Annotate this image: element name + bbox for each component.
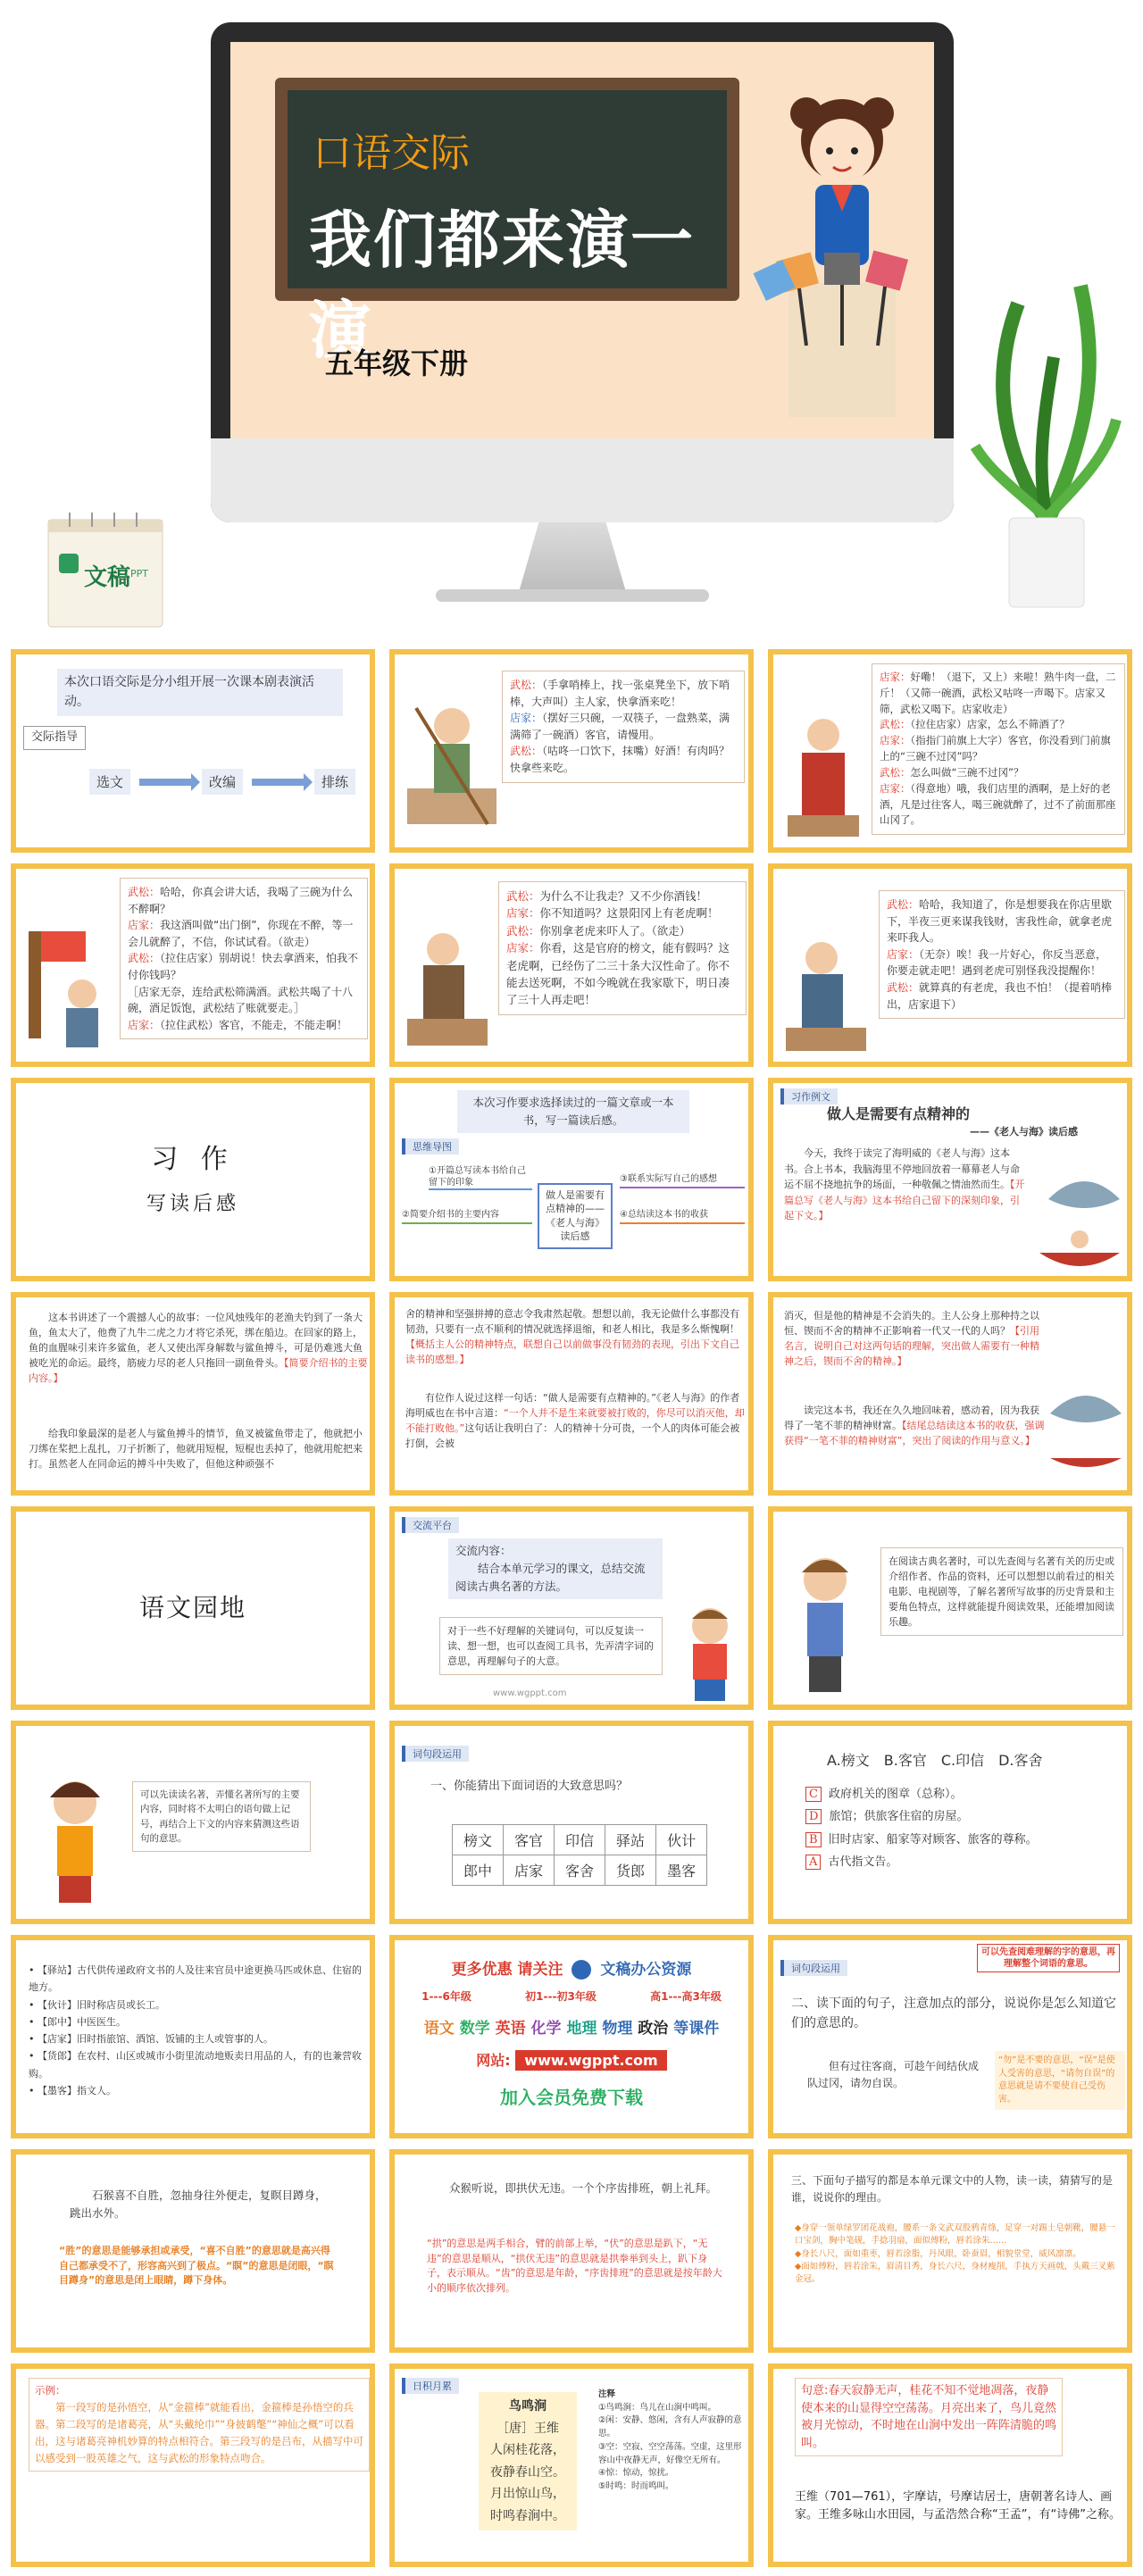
- hero-cover: [0, 0, 1143, 643]
- s1-flow: [89, 769, 355, 795]
- slide-21: [768, 1935, 1132, 2138]
- slide-24: [768, 2149, 1132, 2353]
- cover-screen: [230, 42, 934, 438]
- potted-plant-illustration: [964, 268, 1125, 625]
- slide-3: [768, 649, 1132, 853]
- s5-dialog: 武松：为什么不让我走？又不少你酒钱！ 店家：你不知道吗？这景阳冈上有老虎啊！ 武松：你别拿老虎来吓人了。（欲走） 店家：你看，这是官府的榜文，能有假吗？这老虎啊，已经伤了二三十条大汉性命了。你不能去送死啊，不如今晚就在我家歇下，明日凑了三十人再走吧！: [498, 881, 747, 1015]
- s9-title: 做人是需要有点精神的: [827, 1105, 971, 1122]
- s22-text: 石猴喜不自胜，忽抽身往外便走，复瞑目蹲身，跳出水外。: [70, 2188, 327, 2220]
- s8-right1: ③联系实际写自己的感想: [620, 1172, 745, 1188]
- s9-tag: 习作例文: [780, 1088, 838, 1105]
- s4-dialog: 武松：哈哈，你真会讲大话，我喝了三碗为什么不醉啊？ 店家：我这酒叫做“出门倒”，你现在不醉，等一会儿就醉了，不信，你试试看。（欲走） 武松：（拉住店家）别胡说！快去拿酒来，怕我不付你钱吗？ ［店家无奈，连给武松筛满酒。武松共喝了十八碗，酒足饭饱，武松结了账就要走。］ 店家：（拉住武松）客官，不能走，不能走啊！: [120, 878, 368, 1039]
- s14-tag: 交流平台: [402, 1517, 459, 1533]
- flow-arrow-icon: [252, 779, 305, 786]
- s26-poem: 鸟鸣涧 ［唐］王维 人闲桂花落， 夜静春山空。 月出惊山鸟， 时鸣春涧中。: [479, 2392, 577, 2530]
- slide-4: [11, 863, 375, 1067]
- s15-bubble: 在阅读古典名著时，可以先查阅与名著有关的历史或介绍作者、作品的资料，还可以想想以前看过的相关电影、电视剧等，了解名著所写故事的历史背景和主要角色特点，这样就能提升阅读效果，还能增加阅读乐趣。: [880, 1547, 1123, 1636]
- s8-center: 做人是需要有点精神的——《老人与海》读后感: [538, 1183, 613, 1249]
- slide-17: [389, 1721, 754, 1924]
- s19-list: • 【驿站】古代供传递政府文书的人及往来官员中途更换马匹或休息、住宿的地方。 • 【伙计】旧时称店员或长工。 • 【郎中】中医医生。 • 【店家】旧时指旅馆、酒馆、饭铺的主人或管事的人。 • 【货郎】在农村、山区或城市小街里流动地贩卖日用品的人，有的也兼营收购。 • 【墨客】指文人。: [29, 1964, 362, 2097]
- promo-cta[interactable]: 加入会员免费下载: [500, 2087, 643, 2108]
- flow-step-1: 选文: [89, 769, 130, 795]
- girl-speaker-illustration: [753, 78, 931, 435]
- slide-12: [768, 1292, 1132, 1496]
- marlin-boat-illustration: [1030, 1163, 1129, 1280]
- slide-15: [768, 1506, 1132, 1710]
- slide-27: [768, 2363, 1132, 2567]
- s10-note: 【简要介绍书的主要内容。】: [29, 1357, 368, 1385]
- s21-tag: 词句段运用: [780, 1960, 847, 1976]
- slide-16: [11, 1721, 375, 1924]
- slide-22: [11, 2149, 375, 2353]
- s1-tag: 交际指导: [23, 726, 86, 750]
- monitor-chin: [211, 438, 954, 522]
- logo-ppt: PPT: [130, 568, 148, 579]
- boy-thinking-illustration: [780, 1547, 870, 1699]
- s10-body2: 给我印象最深的是老人与鲨鱼搏斗的情节，鱼叉被鲨鱼带走了，他就把小刀绑在桨把上乱扎，刀子折断了，他就用短棍，短棍也丢掉了，他就用舵把来打。虽然老人在同命运的搏斗中失败了，但他这种顽强不: [29, 1428, 363, 1471]
- s21-bubble: 可以先查阅难理解的字的意思，再理解整个词语的意思。: [977, 1944, 1120, 1972]
- slide-25: [11, 2363, 375, 2567]
- s8-left1: ①开篇总写读本书给自己留下的印象: [429, 1165, 532, 1190]
- s6-dialog: 武松：哈哈，我知道了，你是想要我在你店里歇下，半夜三更来谋我钱财，害我性命，就拿老虎来吓我人。 店家：（无奈）唉！我一片好心，你反当恶意，你要走就走吧！遇到老虎可别怪我没提醒你！ 武松：就算真的有老虎，我也不怕！（提着哨棒出，店家退下）: [879, 890, 1125, 1019]
- s17-word-table: 榜文 客官 印信 驿站 伙计 郎中 店家 客舍 货郎 墨客: [452, 1824, 707, 1886]
- innkeeper-warning-illustration: [777, 931, 875, 1056]
- slide-5: [389, 863, 754, 1067]
- promo-row-1: 更多优惠 请关注 文稿办公资源: [451, 1961, 692, 1979]
- flow-arrow-icon: [139, 779, 193, 786]
- s7-subtitle: 写读后感: [146, 1193, 239, 1215]
- flow-step-3: 排练: [314, 769, 355, 795]
- s21-sentence: 但有过往客商，可趁午间结伙成队过冈，请勿自误。: [807, 2060, 980, 2090]
- cover-grade: 五年级下册: [325, 346, 469, 380]
- s23-text: 众猴听说，即拱伏无违。一个个序齿排班，朝上礼拜。: [449, 2181, 718, 2195]
- s14-bubble: 对于一些不好理解的关键词句，可以反复读一读、想一想，也可以查阅工具书，先弄清字词的意思，再理解句子的大意。: [439, 1617, 663, 1675]
- s27-author-info: 王维（701—761），字摩诘，号摩诘居士，唐朝著名诗人、画家。王维多咏山水田园，与孟浩然合称“王孟”，有“诗佛”之称。: [795, 2490, 1121, 2522]
- calendar-logo: [43, 500, 168, 634]
- monitor-stand: [505, 522, 639, 592]
- s18-answers: C 政府机关的图章（总称）。 D 旅馆；供旅客住宿的房屋。 B 旧时店家、船家等对顾客、旅客的尊称。 A 古代指文告。: [805, 1783, 1127, 1873]
- slide-9: [768, 1078, 1132, 1281]
- s16-bubble: 可以先读读名著，弄懂名著所写的主要内容，同时将不太明白的语句做上记号，再结合上下文的内容来猜测这些语句的意思。: [132, 1781, 311, 1852]
- s9-note: 【开篇总写《老人与海》这本书给自己留下的深刻印象，引起下文。】: [784, 1179, 1025, 1222]
- promo-site[interactable]: 网站: www.wgppt.com: [395, 2049, 748, 2070]
- s17-tag: 词句段运用: [402, 1746, 469, 1762]
- s3-dialog: 店家：好嘞！（退下，又上）来啦！熟牛肉一盘，二斤！（又筛一碗酒，武松又咕咚一声喝下。店家又筛，武松又喝下。店家收走） 武松：（拉住店家）店家，怎么不筛酒了？ 店家：（指指门前旗上大字）客官，你没看到门前旗上的“三碗不过冈”吗？ 武松：怎么叫做“三碗不过冈”？ 店家：（得意地）哦，我们店里的酒啊，是上好的老酒，凡是过往客人，喝三碗就醉了，过不了前面那座山冈了。: [872, 663, 1125, 835]
- cover-subtitle: 口语交际: [313, 130, 470, 176]
- slide-14: [389, 1506, 754, 1710]
- s24-items: ◆身穿一领单绿罗团花战袍，腰系一条文武双股鸦青绦，足穿一对踢土皂朝靴，腰悬一口宝剑，胸中笔砚，手捻羽扇，面似傅粉，唇若涂朱…… ◆身长八尺，面如重枣，唇若涂脂，丹凤眼，卧蚕眉，相貌堂堂，威风凛凛。 ◆面如傅粉，唇若涂朱，眉清目秀，身长六尺，身材瘦削，手执方天画戟，头戴三叉紫金冠。: [795, 2223, 1115, 2284]
- slide-7: [11, 1078, 375, 1281]
- logo-text: 文稿: [84, 564, 131, 591]
- innkeeper-illustration: [779, 708, 868, 842]
- slide-18: [768, 1721, 1132, 1924]
- slide-1: [11, 649, 375, 853]
- wusong-illustration: [398, 690, 505, 842]
- wusong-drinking-illustration: [398, 922, 496, 1056]
- s8-right2: ④总结读这本书的收获: [620, 1208, 745, 1224]
- s7-title: 习 作: [151, 1144, 235, 1175]
- s14-content-box: [448, 1538, 663, 1599]
- marlin-illustration: [1041, 1369, 1130, 1476]
- s21-note: “勿”是不要的意思，“误”是使人受害的意思，“请勿自误”的意思就是请不要使自己受伤害。: [995, 2051, 1125, 2110]
- s22-note: “胜”的意思是能够承担或承受，“喜不自胜”的意思就是高兴得自己都承受不了，形容高兴到了极点。“瞑”的意思是闭眼，“瞑目蹲身”的意思是闭上眼睛，蹲下身体。: [59, 2245, 334, 2286]
- s2-dialog: 武松：（手拿哨棒上，找一张桌凳坐下，放下哨棒，大声叫）主人家，快拿酒来吃！ 店家：（摆好三只碗，一双筷子，一盘熟菜，满满筛了一碗酒）客官，请慢用。 武松：（咕咚一口饮下，抹嘴）好酒！有肉吗？快拿些来吃。: [502, 671, 745, 783]
- s17-question: 一、你能猜出下面词语的大致意思吗？: [430, 1780, 629, 1793]
- s11-body: 舍的精神和坚强拼搏的意志令我肃然起敬。想想以前，我无论做什么事都没有韧劲，只要有一点不顺利的情况就选择退缩，和老人相比，我是多么惭愧啊！【概括主人公的精神特点，联想自己以前做事没有韧劲的表现，引出下文自己读书的感想。】: [405, 1308, 739, 1366]
- s21-question: 二、读下面的句子，注意加点的部分，说说你是怎么知道它们的意思的。: [791, 1997, 1116, 2031]
- s9-body: 今天，我终于读完了海明威的《老人与海》这本书。合上书本，我脑海里不停地回放着一幕幕老人与命运不屈不挠地抗争的场面，一种敬佩之情油然而生。【开篇总写《老人与海》这本书给自己留下的深刻印象，引起下文。】: [784, 1147, 1025, 1222]
- boy-reader-illustration: [670, 1601, 750, 1708]
- s24-text: 三、下面句子描写的都是本单元课文中的人物，读一读，猜猜写的是谁，说说你的理由。: [791, 2174, 1114, 2205]
- s11-note: 【概括主人公的精神特点，联想自己以前做事没有韧劲的表现，引出下文自己读书的感想。】: [405, 1338, 739, 1366]
- s8-intro: 本次习作要求选择读过的一篇文章或一本书，写一篇读后感。: [457, 1090, 689, 1133]
- tavern-scene-illustration: [20, 913, 118, 1056]
- promo-subjects: 语文 数学 英语 化学 地理 物理 政治 等课件: [423, 2020, 720, 2038]
- s23-note: “拱”的意思是两手相合，臂的前部上举，“伏”的意思是趴下，“无违”的意思是顺从，“拱伏无违”的意思就是拱拳举到头上，趴下身子，表示顺从。“齿”的意思是年龄，“序齿排班”的意思就是按年龄大小的顺序依次排列。: [427, 2238, 722, 2294]
- slide-8: [389, 1078, 754, 1281]
- slide-26: [389, 2363, 754, 2567]
- s10-body: 这本书讲述了一个震撼人心的故事：一位风烛残年的老渔夫钓到了一条大鱼，鱼太大了，他费了九牛二虎之力才将它杀死，绑在船边。在回家的路上，鱼的血腥味引来许多鲨鱼，老人又使出浑身解数与鲨鱼搏斗，可是仍难逃大鱼被吃光的命运。最终，筋疲力尽的老人只拖回一副鱼骨头。【简要介绍书的主要内容。】: [29, 1312, 368, 1385]
- s14-content: 结合本单元学习的课文，总结交流阅读古典名著的方法。: [455, 1562, 646, 1593]
- s26-tag: 日积月累: [402, 2378, 459, 2394]
- s18-options: A.榜文 B.客官 C.印信 D.客舍: [827, 1752, 1043, 1769]
- s12-note: 【引用名言，说明自己对这两句话的理解，突出做人需要有一种精神之后，锲而不舍的精神。】: [784, 1325, 1039, 1368]
- slide-11: [389, 1292, 754, 1496]
- s9-byline: ——《老人与海》读后感: [970, 1126, 1078, 1138]
- brand-logo-icon: [572, 1960, 591, 1980]
- s1-intro: 本次口语交际是分小组开展一次课本剧表演活动。: [57, 669, 343, 716]
- slide-19: [11, 1935, 375, 2138]
- slide-20-promo: [389, 1935, 754, 2138]
- s11-quote: “一个人并不是生来就要被打败的，你尽可以消灭他，却不能打败他。”: [405, 1407, 745, 1435]
- s14-url: www.wgppt.com: [493, 1688, 567, 1698]
- slide-10: [11, 1292, 375, 1496]
- s12-body2: 读完这本书，我还在久久地回味着，感动着，因为我获得了一笔不菲的精神财富。【结尾总结读这本书的收获，强调获得“一笔不菲的精神财富”，突出了阅读的作用与意义。】: [784, 1405, 1045, 1447]
- s12-body: 消灭，但是他的精神是不会消失的。主人公身上那种持之以恒、锲而不舍的精神不正影响着一代又一代的人吗？【引用名言，说明自己对这两句话的理解，突出做人需要有一种精神之后，锲而不舍的精神。】: [784, 1310, 1039, 1368]
- slide-13: [11, 1506, 375, 1710]
- s8-left2: ②简要介绍书的主要内容: [402, 1208, 532, 1224]
- s25-example: 示例： 第一段写的是孙悟空，从“金箍棒”就能看出，金箍棒是孙悟空的兵器。第二段写的是诸葛亮，从“头戴纶巾”“身披鹤氅”“神仙之概”可以看出，这与诸葛亮神机妙算的特点相符合。第三段写的是吕布，从描写中可以感受到一股英雄之气，这与武松的形象特点吻合。: [29, 2378, 370, 2472]
- s12-note2: 【结尾总结读这本书的收获，强调获得“一笔不菲的精神财富”，突出了阅读的作用与意义。】: [784, 1420, 1045, 1447]
- slide-23: [389, 2149, 754, 2353]
- s8-tag: 思维导图: [402, 1138, 459, 1155]
- slide-2: [389, 649, 754, 853]
- s13-title: 语文园地: [138, 1593, 246, 1622]
- monitor-stand-base: [436, 589, 709, 602]
- s26-notes: 注释 ①鸟鸣涧：鸟儿在山涧中鸣叫。 ②闲：安静、悠闲，含有人声寂静的意思。 ③空：空寂、空空荡荡。空虚，这里形容山中夜静无声，好像空无所有。 ④惊：惊动，惊扰。 ⑤时鸣：时而鸣叫。: [598, 2389, 742, 2492]
- girl-illustration: [30, 1771, 120, 1913]
- s11-body2: 有位作人说过这样一句话：“做人是需要有点精神的。”《老人与海》的作者海明威也在书中言道：“一个人并不是生来就要被打败的，你尽可以消灭他，却不能打败他。”这句话让我明白了：人的精神十分可贵，一个人的肉体可能会被打倒，会被: [405, 1392, 745, 1450]
- slide-6: [768, 863, 1132, 1067]
- cover-title: 我们都来演一演: [309, 204, 695, 367]
- s14-label: 交流内容：: [455, 1544, 512, 1557]
- promo-grades: 1---6年级 初1---初3年级 高1---高3年级: [421, 1990, 722, 2003]
- monitor: [211, 22, 954, 522]
- s27-translation: 句意:春天寂静无声，桂花不知不觉地凋落，夜静使本来的山显得空空荡荡。月亮出来了，鸟儿竟然被月光惊动，不时地在山涧中发出一阵阵清脆的鸣叫。: [795, 2378, 1063, 2456]
- flow-step-2: 改编: [202, 769, 243, 795]
